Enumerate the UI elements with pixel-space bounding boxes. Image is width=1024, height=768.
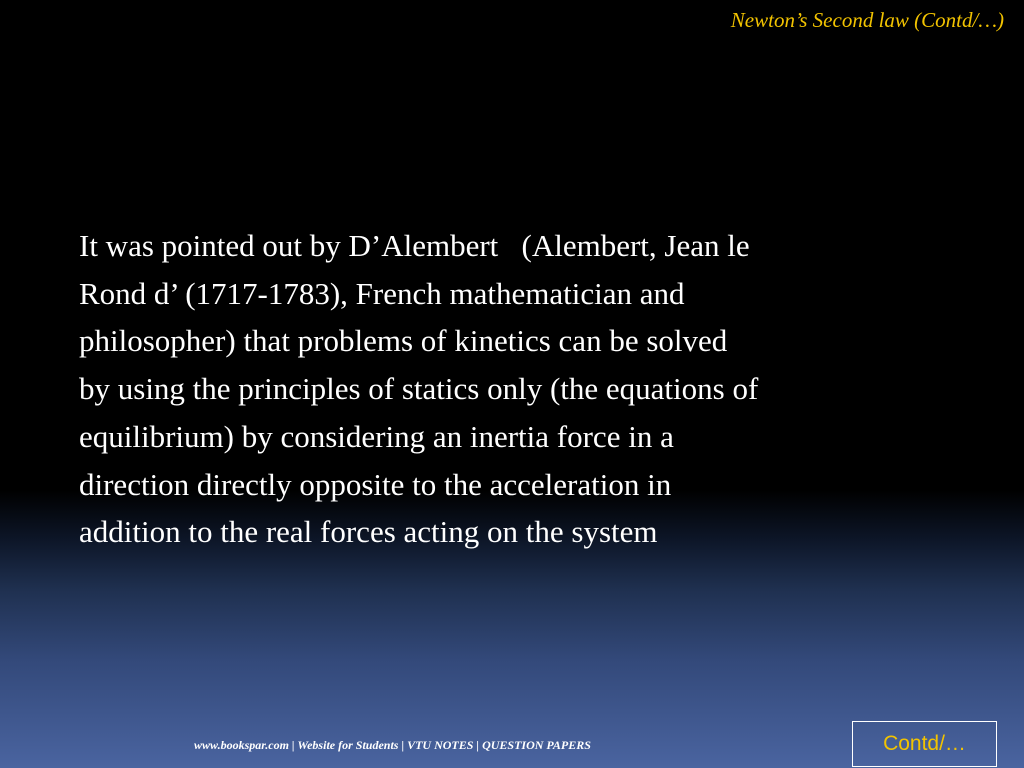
body-line: direction directly opposite to the acceleration in: [79, 466, 672, 502]
body-line: addition to the real forces acting on the system: [79, 514, 658, 550]
slide-header: Newton’s Second law (Contd/…): [730, 8, 1004, 32]
body-line: by using the principles of statics only (the equations of: [79, 371, 759, 407]
slide-body-text: [79, 222, 969, 556]
body-line: It was pointed out by D’Alembert (Alembert, Jean le: [79, 228, 750, 263]
contd-button[interactable]: Contd/…: [852, 721, 997, 767]
body-line: Rond d’ (1717-1783), French mathematician and: [79, 275, 685, 311]
body-line: equilibrium) by considering an inertia force in a: [79, 418, 674, 454]
footer-text: www.bookspar.com | Website for Students | VTU NOTES | QUESTION PAPERS: [194, 738, 591, 752]
body-line: philosopher) that problems of kinetics can be solved: [79, 323, 728, 359]
